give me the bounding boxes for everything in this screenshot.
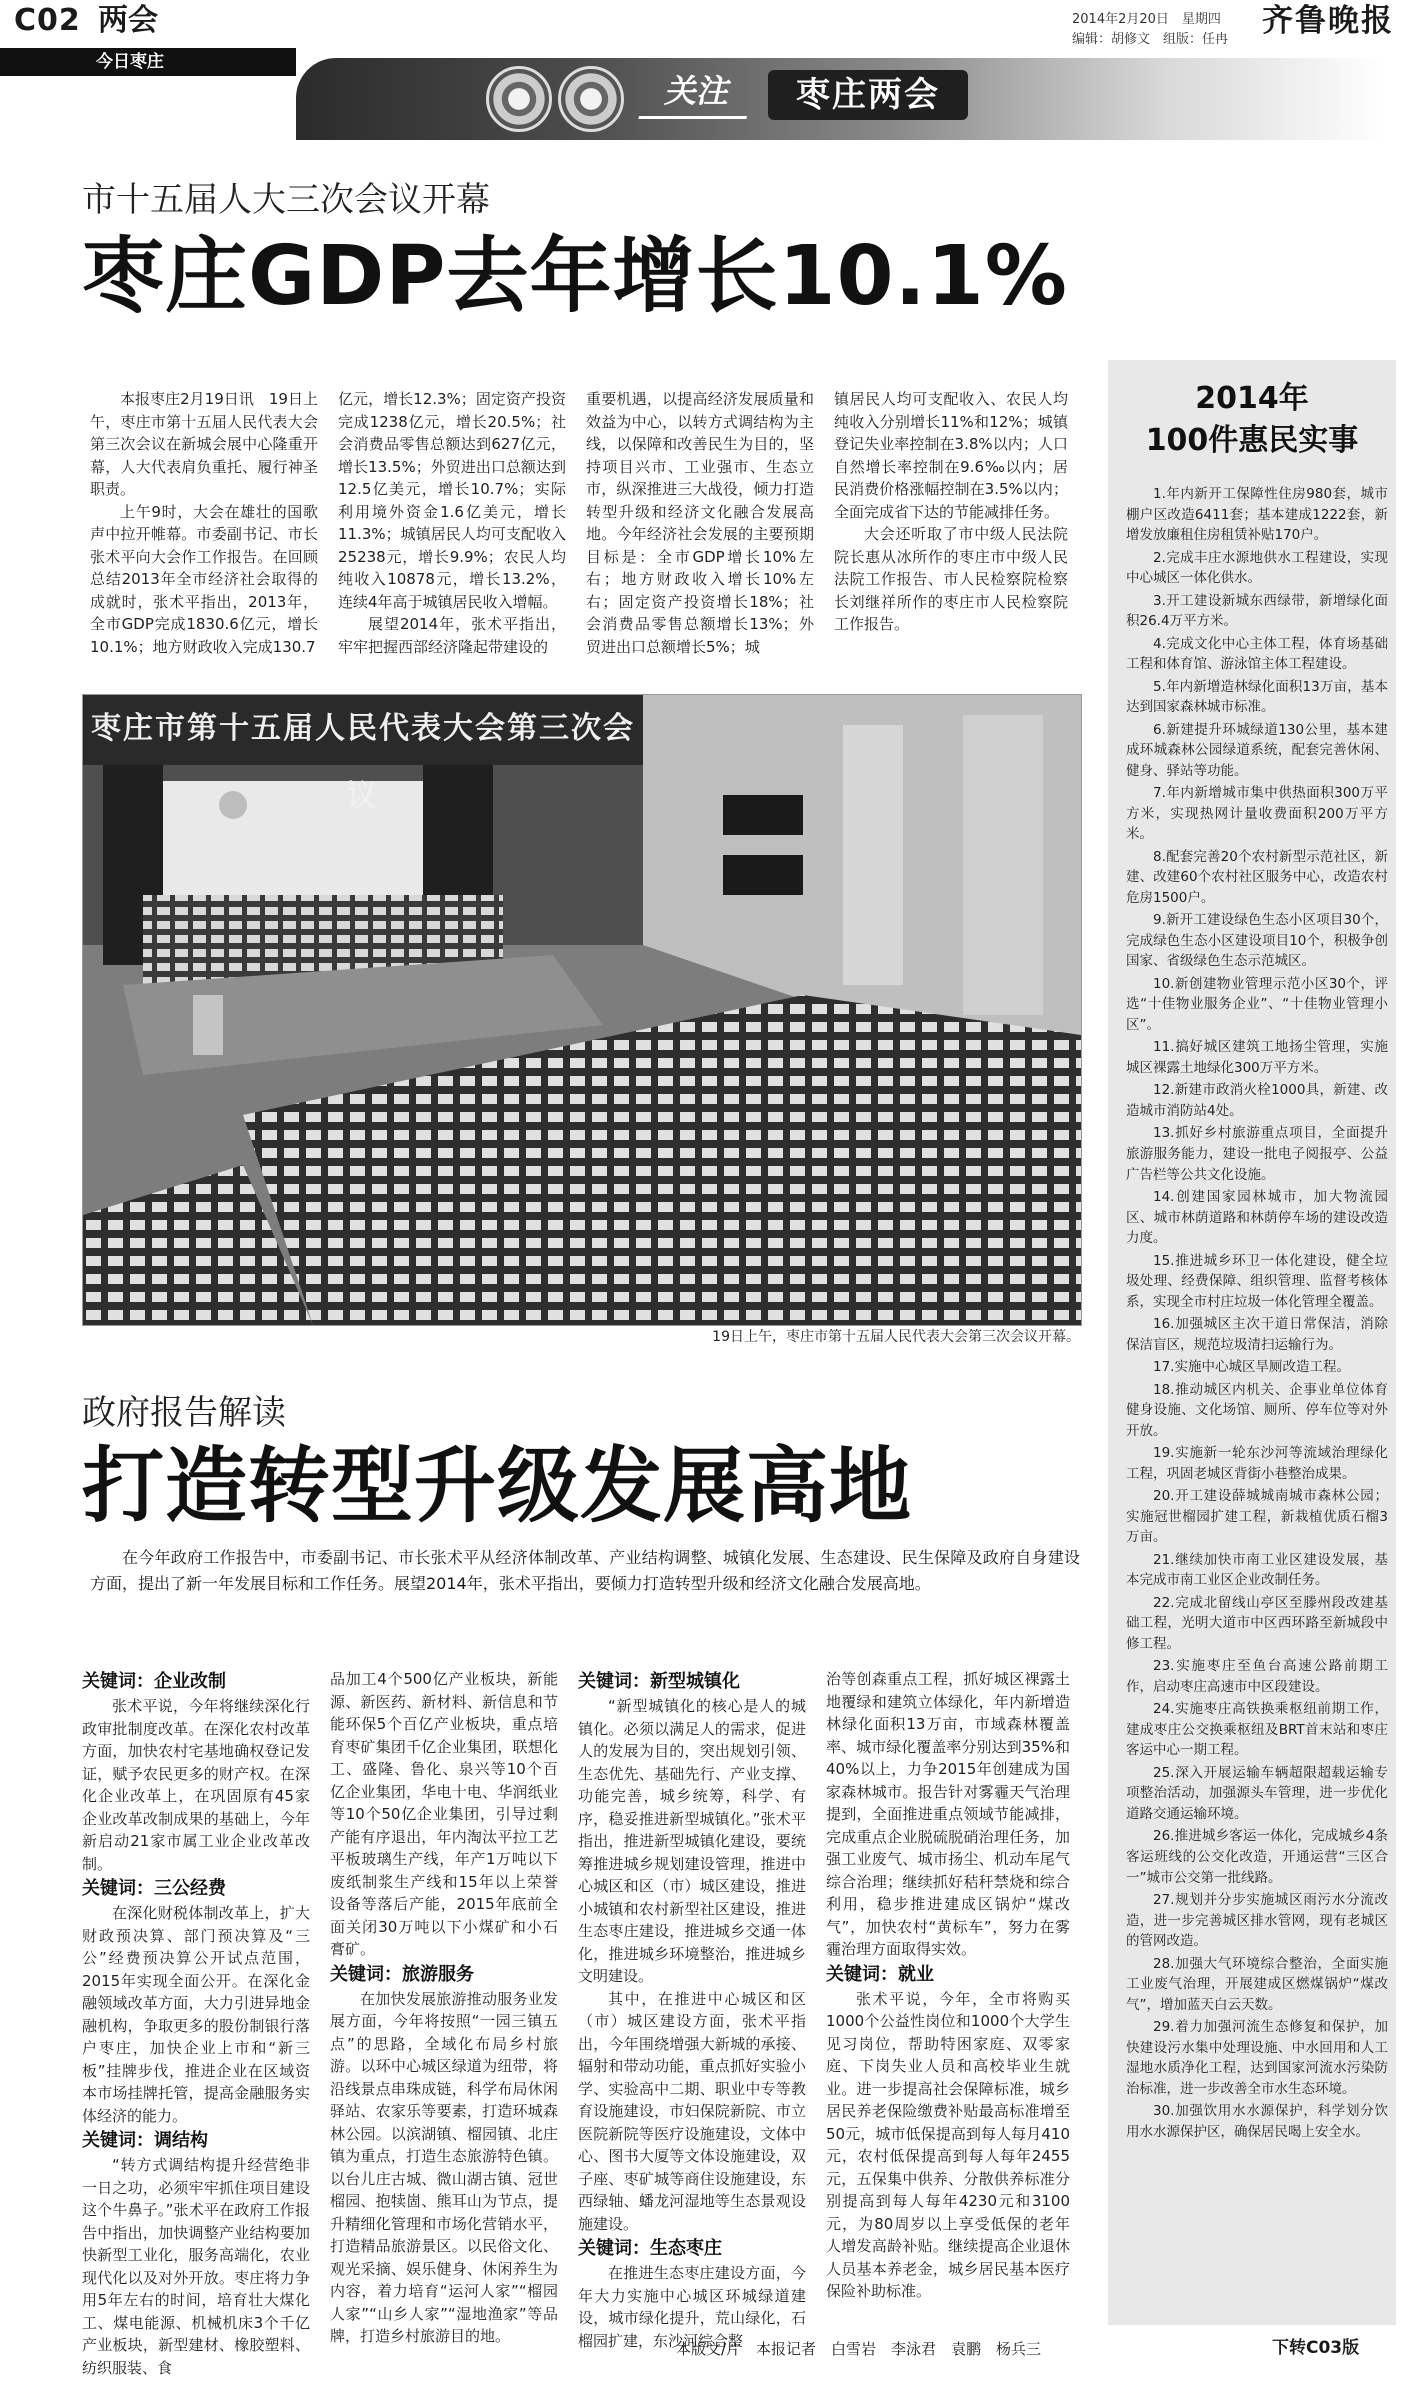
header-meta — [1072, 10, 1228, 50]
article2-column-1 — [82, 1668, 310, 2379]
article2-kicker: 政府报告解读 — [82, 1393, 286, 1433]
paragraph: 亿元，增长12.3%；固定资产投资完成1238亿元，增长20.5%；社会消费品零售总额达到627亿元，增长13.5%；外贸进出口总额达到12.5亿美元，增长10.7%；实际利用境外资金1.6亿美元，增长11.3%；城镇居民人均可支配收入25238元，增长9.9%；农民人均纯收入10878元，增长13.2%，连续4年高于城镇居民收入增幅。 — [338, 390, 566, 611]
list-item: 23.实施枣庄至鱼台高速公路前期工作，启动枣庄高速市中区段建设。 — [1126, 1658, 1388, 1695]
paragraph: 张术平说，今年，全市将购买1000个公益性岗位和1000个大学生见习岗位，帮助特困家庭、双零家庭、下岗失业人员和高校毕业生就业。进一步提高社会保障标准，城乡居民养老保险缴费补贴最高标准增至50元，城市低保提高到每人每月410元，农村低保提高到每人每年2455元，五保集中供养、分散供养标准分别提高到每人每年4230元和3100元，为80周岁以上享受低保的老年人增发高龄补贴。继续提高企业退休人员基本养老金，城乡居民基本医疗保险补助标准。 — [826, 1989, 1070, 2300]
list-item: 29.着力加强河流生态修复和保护，加快建设污水集中处理设施、中水回用和人工湿地水质净化工程，达到国家河流水污染防治标准，进一步改善全市水生态环境。 — [1126, 2019, 1388, 2097]
conference-hall-illustration — [83, 695, 1081, 1325]
list-item: 26.推进城乡客运一体化，完成城乡4条客运班线的公交化改造，开通运营“三区合一”城市公交第一批线路。 — [1126, 1828, 1388, 1886]
list-item: 17.实施中心城区旱厕改造工程。 — [1153, 1359, 1350, 1376]
list-item: 19.实施新一轮东沙河等流域治理绿化工程，巩固老城区背街小巷整治成果。 — [1126, 1445, 1388, 1482]
list-item: 8.配套完善20个农村新型示范社区，新建、改建60个农村社区服务中心，改造农村危房1500户。 — [1126, 848, 1388, 906]
list-item: 7.年内新增城市集中供热面积300万平方米，实现热网计量收费面积200万平方米。 — [1126, 785, 1388, 843]
paragraph: 张术平说，今年将继续深化行政审批制度改革。在深化农村改革方面，加快农村宅基地确权登记发证，赋予农民更多的财产权。在深化企业改革上，在巩固原有45家企业改革改制成果的基础上，今年新启动21家市属工业企业改革改制。 — [82, 1697, 310, 1873]
paragraph: 在深化财税体制改革上，扩大财政预决算、部门预决算及“三公”经费预决算公开试点范围，2015年实现全面公开。在深化金融领域改革方面，大力引进异地金融机构，争取更多的股份制银行落户枣庄，加快企业上市和“新三板”挂牌步伐，推进企业在区域资本市场挂牌托管，提高金融服务实体经济的能力。 — [82, 1904, 310, 2125]
keyword-heading: 关键词：调结构 — [82, 2130, 208, 2151]
cppcc-emblem-icon — [558, 66, 624, 132]
list-item: 25.深入开展运输车辆超限超载运输专项整治活动，加强源头车管理，进一步优化道路交通运输环境。 — [1126, 1764, 1388, 1822]
list-item: 3.开工建设新城东西绿带，新增绿化面积26.4万平方米。 — [1126, 592, 1388, 630]
list-item: 11.搞好城区建筑工地扬尘管理，实施城区裸露土地绿化300万平方米。 — [1126, 1039, 1388, 1076]
paragraph: 上午9时，大会在雄壮的国歌声中拉开帷幕。市委副书记、市长张术平向大会作工作报告。在回顾总结2013年全市经济社会取得的成就时，张术平指出，2013年，全市GDP完成1830.6亿元，增长10.1%；地方财政收入完成130.7 — [90, 502, 318, 656]
paragraph: 其中，在推进中心城区和区（市）城区建设方面，张术平指出，今年围绕增强大新城的承接、辐射和带动功能，重点抓好实验小学、实验高中二期、职业中专等教育设施建设，市妇保院新院、市立医院新院等医疗设施建设，文体中心、图书大厦等文体设施建设，双子座、枣矿城等商住设施建设，东西绿轴、蟠龙河湿地等生态景观设施建设。 — [578, 1989, 806, 2233]
list-item: 9.新开工建设绿色生态小区项目30个，完成绿色生态小区建设项目10个，积极争创国家、省级绿色生态示范城区。 — [1126, 912, 1388, 970]
credits-line: 本版文/片 本报记者 白雪岩 李泳君 袁鹏 杨兵三 — [676, 2340, 1042, 2358]
date-line: 2014年2月20日 星期四 — [1072, 12, 1221, 27]
article1-column-3 — [586, 388, 814, 658]
list-item: 6.新建提升环城绿道130公里，基本建成环城森林公园绿道系统，配套完善休闲、健身、驿站等功能。 — [1126, 721, 1388, 779]
sidebar-title-year: 2014年 — [1195, 381, 1309, 416]
article2-column-4 — [826, 1668, 1070, 2303]
photo-caption: 19日上午，枣庄市第十五届人民代表大会第三次会议开幕。 — [712, 1329, 1080, 1345]
article2-column-2 — [330, 1668, 558, 2348]
keyword-heading: 关键词：新型城镇化 — [578, 1671, 740, 1692]
list-item: 28.加强大气环境综合整治，全面实施工业废气治理，开展建成区燃煤锅炉“煤改气”，增加蓝天白云天数。 — [1126, 1955, 1388, 2013]
page-code: C02 — [14, 3, 81, 38]
paragraph: “新型城镇化的核心是人的城镇化。必须以满足人的需求，促进人的发展为目的，突出规划引领、生态优先、基础先行、产业支撑、功能完善，城乡统筹，科学、有序，稳妥推进新型城镇化。”张术平指出，推进新型城镇化建设，要统筹推进城乡规划建设管理，推进中心城区和区（市）城区建设，推进小城镇和农村新型社区建设，推进生态枣庄建设，推进城乡交通一体化，推进城乡环境整治，推进城乡文明建设。 — [578, 1697, 806, 1985]
paragraph: “转方式调结构提升经营绝非一日之功，必须牢牢抓住项目建设这个牛鼻子。”张术平在政府工作报告中指出，加快调整产业结构要加快新型工业化，服务高端化，农业现代化以及对外开放。枣庄将力争用5年左右的时间，培育壮大煤化工、煤电能源、机械机床3个千亿产业板块，新型建材、橡胶塑料、纺织服装、食 — [82, 2156, 310, 2377]
list-item: 13.抓好乡村旅游重点项目，全面提升旅游服务能力，建设一批电子阅报亭、公益广告栏等公共文化设施。 — [1126, 1125, 1388, 1183]
paragraph: 重要机遇，以提高经济发展质量和效益为中心，以转方式调结构为主线，以保障和改善民生为目的，坚持项目兴市、工业强市、生态立市，纵深推进三大战役，倾力打造转型升级和经济文化融合发展高地。今年经济社会发展的主要预期目标是：全市GDP增长10%左右；地方财政收入增长10%左右；固定资产投资增长18%；社会消费品零售总额增长13%；外贸进出口总额增长5%；城 — [586, 390, 814, 656]
list-item: 1.年内新开工保障性住房980套，城市棚户区改造6411套；基本建成1222套，新增发放廉租住房租赁补贴170户。 — [1126, 486, 1388, 544]
sidebar-list — [1126, 484, 1388, 2144]
paragraph: 治等创森重点工程，抓好城区裸露土地覆绿和建筑立体绿化，年内新增造林绿化面积13万亩，市域森林覆盖率、城市绿化覆盖率分别达到35%和40%以上，力争2015年创建成为国家森林城市。报告针对雾霾天气治理提到，全面推进重点领域节能减排，完成重点企业脱硫脱硝治理任务，加强工业废气、城市扬尘、机动车尾气综合治理；继续抓好秸秆禁烧和综合利用，稳步推进建成区锅炉“煤改气”，加快农村“黄标车”，努力在雾霾治理方面取得实效。 — [826, 1670, 1070, 1958]
photo-banner-text: 枣庄市第十五届人民代表大会第三次会议 — [91, 711, 635, 814]
paragraph: 本报枣庄2月19日讯 19日上午，枣庄市第十五届人民代表大会第三次会议在新城会展中心隆重开幕，人大代表肩负重托、履行神圣职责。 — [90, 390, 318, 498]
list-item: 20.开工建设薛城城南城市森林公园；实施冠世榴园扩建工程，新栽植优质石榴3万亩。 — [1126, 1488, 1388, 1546]
article2-headline: 打造转型升级发展高地 — [82, 1439, 913, 1534]
paragraph: 镇居民人均可支配收入、农民人均纯收入分别增长11%和12%；城镇登记失业率控制在3.8%以内；人口自然增长率控制在9.6‰以内；居民消费价格涨幅控制在3.5%以内；全面完成省下达的节能减排任务。 — [834, 390, 1068, 521]
sidebar-title-main: 100件惠民实事 — [1145, 423, 1359, 458]
list-item: 5.年内新增造林绿化面积13万亩，基本达到国家森林城市标准。 — [1126, 678, 1388, 716]
paragraph: 大会还听取了市中级人民法院院长惠从冰所作的枣庄市中级人民法院工作报告、市人民检察院检察长刘继祥所作的枣庄市人民检察院工作报告。 — [834, 525, 1068, 633]
keyword-heading: 关键词：就业 — [826, 1963, 934, 1985]
paragraph: 在加快发展旅游推动服务业发展方面，今年将按照“一园三镇五点”的思路，全域化布局乡村旅游。以环中心城区绿道为纽带，将沿线景点串珠成链，科学布局休闲驿站、农家乐等要素，打造环城森林公园。以滨湖镇、榴园镇、北庄镇为重点，打造生态旅游特色镇。以台儿庄古城、微山湖古镇、冠世榴园、抱犊崮、熊耳山为节点，提升精细化管理和市场化营销水平，打造精品旅游景区。以民俗文化、观光采摘、娱乐健身、休闲养生为内容，着力培育“运河人家”“榴园人家”“山乡人家”“湿地渔家”等品牌，打造乡村旅游目的地。 — [330, 1989, 558, 2345]
editors-line: 编辑：胡修文 组版：任冉 — [1072, 32, 1229, 48]
article2-column-3 — [578, 1668, 806, 2352]
article1-headline: 枣庄GDP去年增长10.1% — [82, 229, 1068, 324]
list-item: 22.完成北留线山亭区至滕州段改建基础工程，光明大道市中区西环路至新城段中修工程。 — [1126, 1594, 1388, 1652]
list-item: 16.加强城区主次干道日常保洁，消除保洁盲区，规范垃圾清扫运输行为。 — [1126, 1316, 1388, 1353]
subsection-bar: 今日枣庄 — [0, 48, 296, 76]
paragraph: 品加工4个500亿产业板块，新能源、新医药、新材料、新信息和节能环保5个百亿产业板块，重点培育枣矿集团千亿企业集团，联想化工、盛隆、鲁化、泉兴等10个百亿企业集团，华电十电、华润纸业等10个50亿企业集团，引导过剩产能有序退出，年内淘汰平拉工艺平板玻璃生产线，年产1万吨以下废纸制浆生产线和15年以上荣誉设备等落后产能，2015年底前全面关闭30万吨以下小煤矿和小石膏矿。 — [330, 1670, 558, 1958]
section-banner — [296, 58, 1386, 140]
list-item: 12.新建市政消火栓1000具，新建、改造城市消防站4处。 — [1126, 1082, 1388, 1119]
conference-photo — [82, 694, 1082, 1326]
keyword-heading: 关键词：三公经费 — [82, 1878, 226, 1899]
sidebar-title — [1108, 378, 1396, 462]
article1-column-1 — [90, 388, 318, 658]
keyword-heading: 关键词：旅游服务 — [330, 1963, 474, 1985]
list-item: 4.完成文化中心主体工程，体育场基础工程和体育馆、游泳馆主体工程建设。 — [1126, 635, 1388, 673]
list-item: 24.实施枣庄高铁换乘枢纽前期工作，建成枣庄公交换乘枢纽及BRT首末站和枣庄客运中心一期工程。 — [1126, 1701, 1388, 1759]
list-item: 2.完成丰庄水源地供水工程建设，实现中心城区一体化供水。 — [1126, 549, 1388, 587]
keyword-heading: 关键词：生态枣庄 — [578, 2238, 722, 2259]
section-name: 两会 — [98, 3, 158, 38]
banner-title: 枣庄两会 — [768, 70, 968, 120]
list-item: 14.创建国家园林城市，加大物流园区、城市林荫道路和林荫停车场的建设改造力度。 — [1126, 1189, 1388, 1247]
paragraph: 在推进生态枣庄建设方面，今年大力实施中心城区环城绿道建设，城市绿化提升，荒山绿化，石榴园扩建，东沙河综合整 — [578, 2264, 806, 2350]
banner-focus-label: 关注 — [638, 66, 757, 119]
list-item: 18.推动城区内机关、企事业单位体育健身设施、文化场馆、厕所、停车位等对外开放。 — [1126, 1381, 1388, 1439]
article1-column-2 — [338, 388, 566, 658]
list-item: 10.新创建物业管理示范小区30个，评选“十佳物业服务企业”、“十佳物业管理小区”。 — [1126, 975, 1388, 1033]
paragraph: 展望2014年，张术平指出，牢牢把握西部经济隆起带建设的 — [338, 615, 566, 656]
list-item: 15.推进城乡环卫一体化建设，健全垃圾处理、经费保障、组织管理、监督考核体系，实现全市村庄垃圾一体化管理全覆盖。 — [1126, 1252, 1388, 1310]
list-item: 30.加强饮用水水源保护，科学划分饮用水水源保护区，确保居民喝上安全水。 — [1126, 2103, 1388, 2140]
article2-intro: 在今年政府工作报告中，市委副书记、市长张术平从经济体制改革、产业结构调整、城镇化发展、生态建设、民生保障及政府自身建设方面，提出了新一年发展目标和工作任务。展望2014年，张术平指出，要倾力打造转型升级和经济文化融合发展高地。 — [90, 1548, 1080, 1593]
list-item: 27.规划并分步实施城区雨污水分流改造，进一步完善城区排水管网，现有老城区的管网改造。 — [1126, 1892, 1388, 1950]
paper-logo: 齐鲁晚报 — [1262, 3, 1394, 39]
list-item: 21.继续加快市南工业区建设发展，基本完成市南工业区企业改制任务。 — [1126, 1551, 1388, 1589]
keyword-heading: 关键词：企业改制 — [82, 1671, 226, 1692]
article1-kicker: 市十五届人大三次会议开幕 — [82, 180, 490, 220]
article1-column-4 — [834, 388, 1068, 636]
continued-on-page: 下转C03版 — [1272, 2338, 1360, 2358]
national-emblem-icon — [486, 66, 552, 132]
